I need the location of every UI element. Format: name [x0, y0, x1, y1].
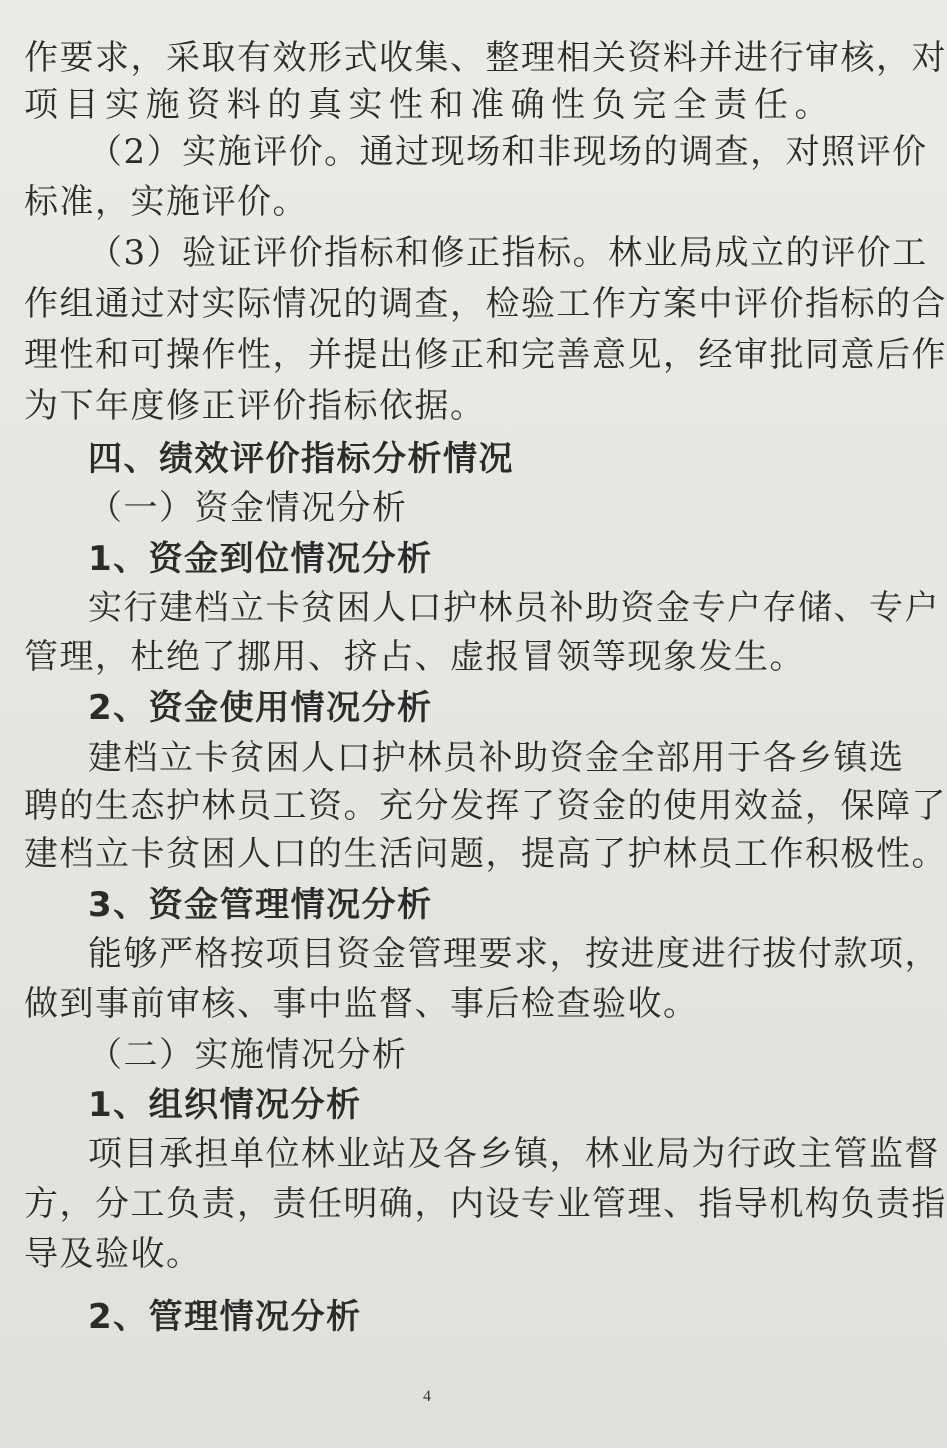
text-line: （2）实施评价。通过现场和非现场的调查，对照评价	[88, 132, 928, 172]
text-line: 项目承担单位林业站及各乡镇，林业局为行政主管监督	[88, 1134, 940, 1174]
text-line: 理性和可操作性，并提出修正和完善意见，经审批同意后作	[24, 335, 947, 375]
subsection-heading: （二）实施情况分析	[88, 1035, 408, 1075]
text-line: 标准，实施评价。	[24, 182, 308, 222]
subsection-heading: 1、组织情况分析	[88, 1085, 362, 1125]
text-line: 管理，杜绝了挪用、挤占、虚报冒领等现象发生。	[24, 637, 805, 677]
text-line: 为下年度修正评价指标依据。	[24, 386, 486, 426]
subsection-heading: （一）资金情况分析	[88, 488, 408, 528]
subsection-heading: 3、资金管理情况分析	[88, 885, 433, 925]
text-line: 作要求，采取有效形式收集、整理相关资料并进行审核，对	[24, 38, 947, 78]
text-line: 建档立卡贫困人口护林员补助资金全部用于各乡镇选	[88, 738, 905, 778]
text-line: 建档立卡贫困人口的生活问题，提高了护林员工作积极性。	[24, 834, 947, 874]
text-line: 项目实施资料的真实性和准确性负完全责任。	[24, 85, 830, 125]
subsection-heading: 1、资金到位情况分析	[88, 539, 433, 579]
text-line: 导及验收。	[24, 1234, 202, 1274]
subsection-heading: 2、资金使用情况分析	[88, 688, 433, 728]
section-heading: 四、绩效评价指标分析情况	[88, 439, 514, 479]
text-line: 方，分工负责，责任明确，内设专业管理、指导机构负责指	[24, 1184, 947, 1224]
subsection-heading: 2、管理情况分析	[88, 1297, 362, 1337]
text-line: 聘的生态护林员工资。充分发挥了资金的使用效益，保障了	[24, 786, 947, 826]
text-line: （3）验证评价指标和修正指标。林业局成立的评价工	[88, 233, 928, 273]
text-line: 做到事前审核、事中监督、事后检查验收。	[24, 984, 699, 1024]
text-line: 作组通过对实际情况的调查，检验工作方案中评价指标的合	[24, 284, 947, 324]
text-line: 实行建档立卡贫困人口护林员补助资金专户存储、专户	[88, 588, 940, 628]
page-number: 4	[423, 1388, 431, 1405]
text-line: 能够严格按项目资金管理要求，按进度进行拔付款项，	[88, 934, 940, 974]
